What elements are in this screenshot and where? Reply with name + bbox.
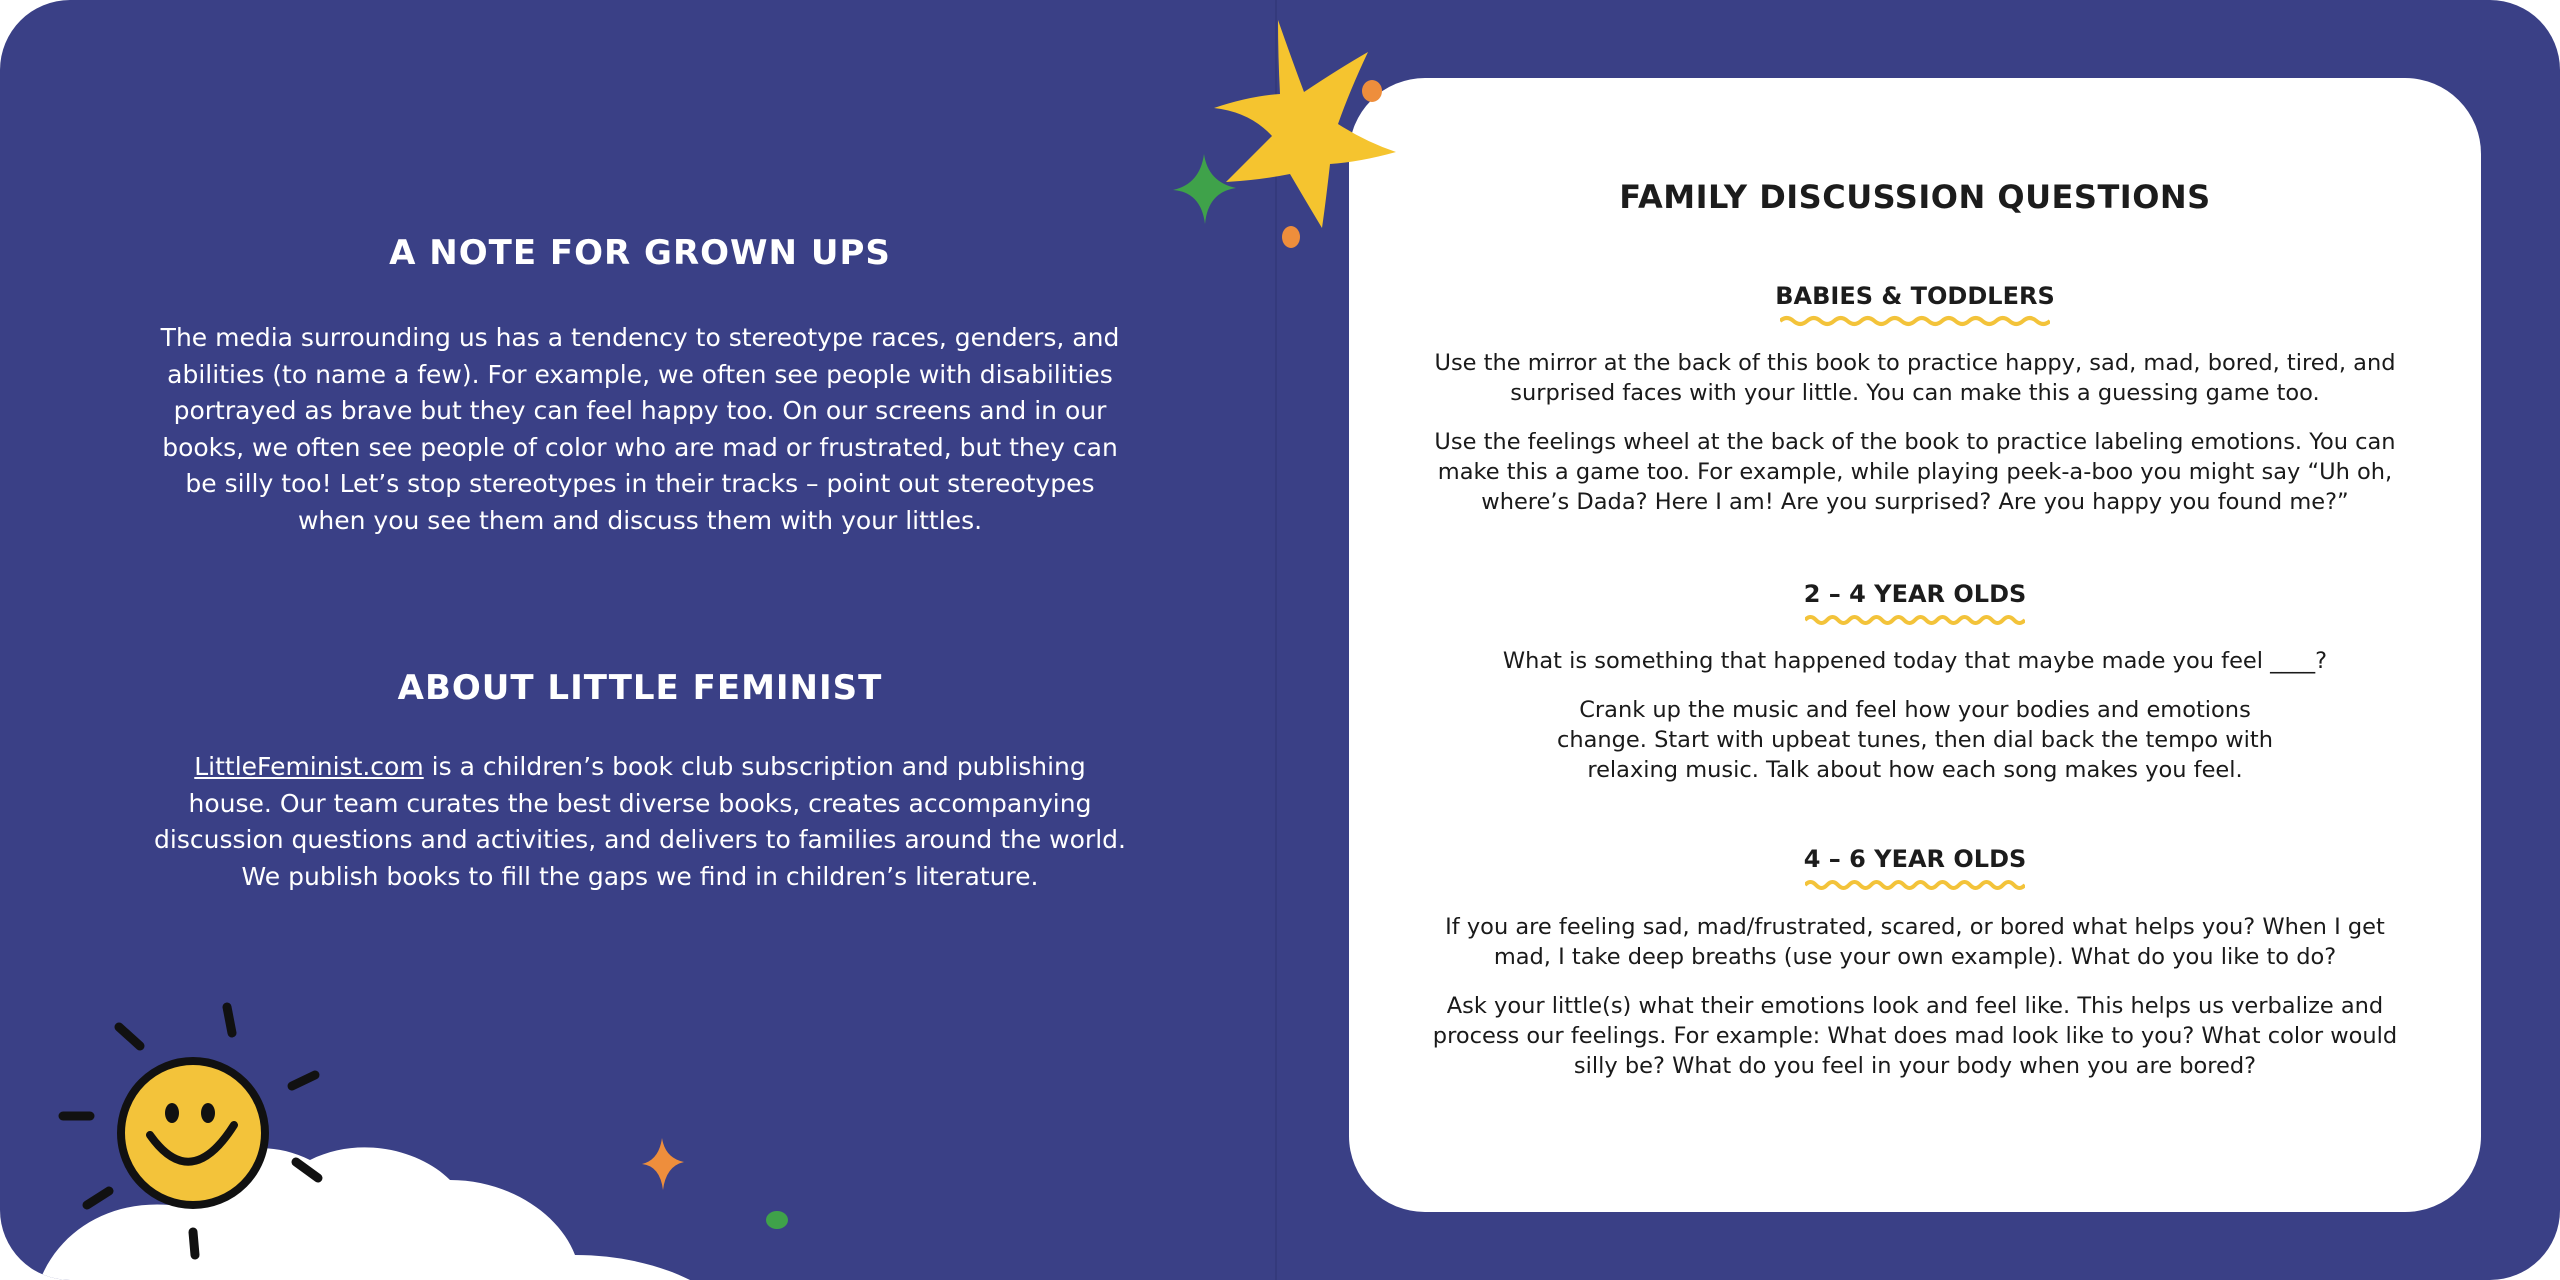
sun-face-icon [45, 985, 335, 1275]
babies-paragraph-2: Use the feelings wheel at the back of the book to practice labeling emotions. You can make this a game too. For example, while playing peek-a-boo you might say “Uh oh, where’s Dada? Here I am! Are you surprised? Are you happy you found me?” [1434, 429, 2396, 515]
wavy-underline-icon [1805, 879, 2025, 891]
section-title-4-6: 4 – 6 YEAR OLDS [1803, 845, 2027, 873]
littlefeminist-link[interactable]: LittleFeminist.com [194, 752, 424, 781]
wavy-underline-icon [1780, 315, 2050, 327]
about-body [150, 749, 1130, 895]
sparkle-icon [1170, 152, 1240, 226]
dot-icon [764, 1208, 790, 1232]
section-title-2-4: 2 – 4 YEAR OLDS [1803, 580, 2027, 608]
sparkle-icon [638, 1136, 688, 1192]
babies-paragraph-1: Use the mirror at the back of this book to practice happy, sad, mad, bored, tired, and surprised faces with your little. You can make this a guessing game too. [1434, 350, 2396, 406]
about-body-text: is a children’s book club subscription and publishing house. Our team curates the best diverse books, creates accompanying discussion questions and activities, and delivers to families around the world. We publish books to fill the gaps we find in children’s literature. [154, 752, 1126, 891]
card-title: FAMILY DISCUSSION QUESTIONS [1619, 178, 2211, 216]
discussion-card [1349, 78, 2481, 1212]
4-6-paragraph-2: Ask your little(s) what their emotions look and feel like. This helps us verbalize and process our feelings. For example: What does mad look like to you? What color would silly be? What do you feel in your body when you are bored? [1432, 993, 2398, 1079]
wavy-underline-icon [1805, 614, 2025, 626]
2-4-paragraph-2: Crank up the music and feel how your bodies and emotions change. Start with upbeat tunes, then dial back the tempo with relaxing music. Talk about how each song makes you feel. [1556, 697, 2274, 783]
note-body: The media surrounding us has a tendency to stereotype races, genders, and abilities (to name a few). For example, we often see people with disabilities portrayed as brave but they can feel happy too. On our screens and in our books, we often see people of color who are mad or frustrated, but they can be silly too! Let’s stop stereotypes in their tracks – point out stereotypes when you see them and discuss them with your littles. [160, 323, 1120, 535]
dot-icon [1280, 224, 1302, 250]
note-heading: A NOTE FOR GROWN UPS [389, 233, 891, 273]
4-6-paragraph-1: If you are feeling sad, mad/frustrated, scared, or bored what helps you? When I get mad, I take deep breaths (use your own example). What do you like to do? [1445, 914, 2385, 970]
dot-icon [1360, 78, 1384, 104]
2-4-paragraph-1: What is something that happened today that maybe made you feel ____? [1502, 648, 2328, 674]
about-heading: ABOUT LITTLE FEMINIST [397, 668, 883, 708]
section-title-babies: BABIES & TODDLERS [1775, 282, 2055, 310]
